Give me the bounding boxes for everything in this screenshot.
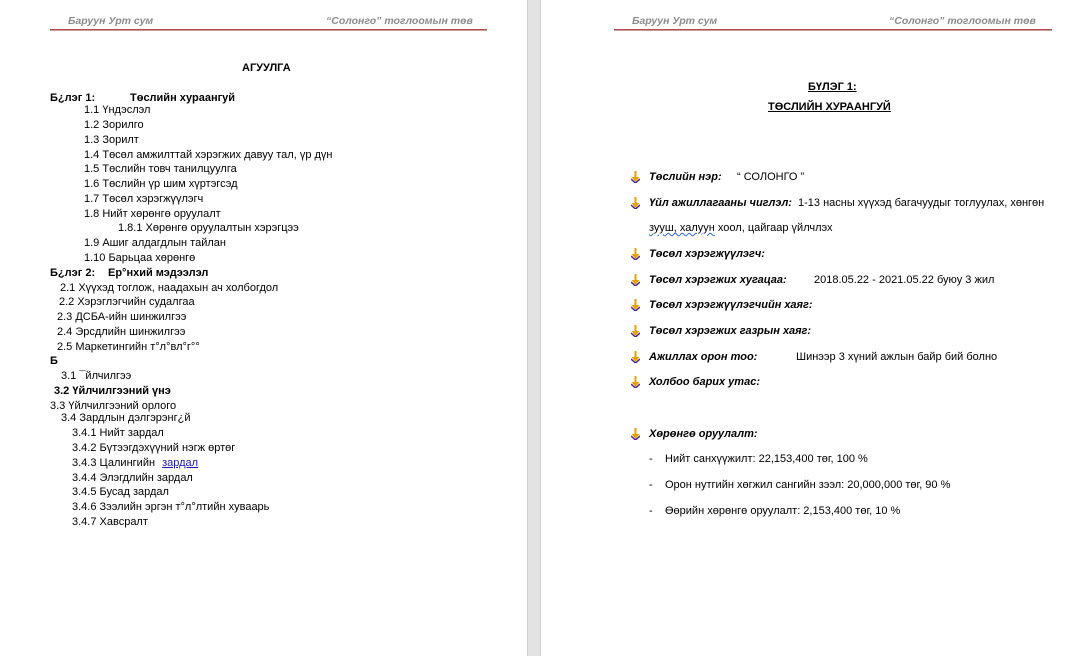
field-label: Төслийн нэр: <box>649 171 722 183</box>
field-value: “ СОЛОНГО ” <box>737 171 805 183</box>
field-label: Төсөл хэрэгжих хугацаа: <box>649 274 787 286</box>
field-value: 2018.05.22 - 2021.05.22 буюу 3 жил <box>814 274 995 286</box>
toc-item[interactable]: 2.2 Хэрэглэгчийн судалгаа <box>59 296 195 308</box>
header-rule <box>614 29 1052 31</box>
dash-bullet: - <box>649 453 653 465</box>
toc-chapter3-label[interactable]: Б <box>50 355 58 367</box>
arrow-bullet-icon <box>631 299 640 311</box>
arrow-bullet-icon <box>631 248 640 260</box>
toc-item[interactable]: 2.1 Хүүхэд тоглож, наадахын ач холбогдол <box>60 282 279 294</box>
arrow-bullet-icon <box>631 325 640 337</box>
arrow-bullet-icon <box>631 351 640 363</box>
header-left-text: Баруун Урт сум <box>632 15 718 27</box>
toc-item[interactable]: 3.4 Зардлын дэлгэрэнг¿й <box>61 412 191 424</box>
header-right-text: “Солонго” тоглоомын төв <box>889 15 1036 27</box>
chapter-title: ТӨСЛИЙН ХУРААНГУЙ <box>768 101 891 113</box>
toc-item[interactable]: 2.4 Эрсдлийн шинжилгээ <box>57 326 186 338</box>
field-label: Ажиллах орон тоо: <box>649 351 758 363</box>
toc-subitem[interactable]: 3.4.2 Бүтээгдэхүүний нэгж өртөг <box>72 442 236 454</box>
arrow-bullet-icon <box>631 274 640 286</box>
arrow-bullet-icon <box>631 428 640 440</box>
toc-item[interactable]: 1.1 Үндэслэл <box>84 104 151 116</box>
field-value: 1-13 насны хүүхэд багачуудыг тоглуулах, хөнгөн <box>798 197 1045 209</box>
field-label: Холбоо барих утас: <box>649 376 760 388</box>
toc-item[interactable]: 3.1 ¯йлчилгээ <box>61 370 132 382</box>
toc-item[interactable]: 1.8 Нийт хөрөнгө оруулалт <box>84 208 221 220</box>
toc-subitem[interactable]: 3.4.1 Нийт зардал <box>72 427 164 439</box>
spellcheck-underlined-text[interactable]: зууш, халуун <box>649 222 715 234</box>
header-rule <box>50 29 487 31</box>
investment-item: Өөрийн хөрөнгө оруулалт: 2,153,400 төг, 10 % <box>665 505 901 517</box>
page-gap <box>527 0 541 656</box>
dash-bullet: - <box>649 505 653 517</box>
toc-item[interactable]: 3.3 Үйлчилгээний орлого <box>50 400 177 412</box>
toc-page <box>0 0 527 656</box>
toc-subitem[interactable]: 3.4.6 Зээлийн эргэн т°л°лтийн хуваарь <box>72 501 270 513</box>
toc-item[interactable]: 1.9 Ашиг алдагдлын тайлан <box>84 237 226 249</box>
toc-subitem[interactable]: 3.4.4 Элэгдлийн зардал <box>72 472 193 484</box>
field-label: Төсөл хэрэгжих газрын хаяг: <box>649 325 812 337</box>
toc-item[interactable]: 1.7 Төсөл хэрэгжүүлэгч <box>84 193 204 205</box>
toc-subitem[interactable]: 3.4.5 Бусад зардал <box>72 486 169 498</box>
toc-item[interactable]: 3.2 Үйлчилгээний үнэ <box>54 385 171 397</box>
toc-item[interactable]: 1.10 Барьцаа хөрөнгө <box>84 252 196 264</box>
chapter-page <box>541 0 1081 656</box>
toc-item[interactable]: 2.5 Маркетингийн т°л°вл°г°° <box>57 341 200 353</box>
toc-chapter1-label[interactable]: Б¿лэг 1: <box>50 92 96 104</box>
toc-item[interactable]: 1.4 Төсөл амжилттай хэрэгжих давуу тал, үр дүн <box>84 149 333 161</box>
arrow-bullet-icon <box>631 171 640 183</box>
toc-subitem-text: 3.4.3 Цалингийн <box>72 457 156 469</box>
investment-label: Хөрөнгө оруулалт: <box>649 428 758 440</box>
toc-subitem[interactable]: 3.4.7 Хавсралт <box>72 516 148 528</box>
field-value: Шинээр 3 хүний ажлын байр бий болно <box>796 351 998 363</box>
investment-item: Нийт санхүүжилт: 22,153,400 төг, 100 % <box>665 453 868 465</box>
dash-bullet: - <box>649 479 653 491</box>
toc-title: АГУУЛГА <box>242 62 291 74</box>
toc-chapter2-label[interactable]: Б¿лэг 2: <box>50 267 96 279</box>
field-value-continued <box>649 221 833 235</box>
toc-chapter2-name[interactable]: Ер°нхий мэдээлэл <box>108 267 209 279</box>
investment-item: Орон нутгийн хөгжил сангийн зээл: 20,000,000 төг, 90 % <box>665 479 951 491</box>
toc-item[interactable]: 1.2 Зорилго <box>84 119 144 131</box>
toc-item[interactable]: 1.6 Төслийн үр шим хүртэгсэд <box>84 178 238 190</box>
toc-item[interactable]: 2.3 ДСБА-ийн шинжилгээ <box>57 311 187 323</box>
arrow-bullet-icon <box>631 197 640 209</box>
toc-subitem[interactable] <box>72 456 198 470</box>
field-value-rest: хоол, цайгаар үйлчлэх <box>714 222 833 234</box>
toc-subitem[interactable]: 1.8.1 Хөрөнгө оруулалтын хэрэгцээ <box>118 222 299 234</box>
toc-item[interactable]: 1.3 Зорилт <box>84 134 139 146</box>
toc-hyperlink[interactable]: зардал <box>162 457 199 469</box>
field-label: Төсөл хэрэгжүүлэгчийн хаяг: <box>649 299 813 311</box>
arrow-bullet-icon <box>631 376 640 388</box>
chapter-number: БҮЛЭГ 1: <box>808 81 857 93</box>
header-right-text: “Солонго” тоглоомын төв <box>326 15 473 27</box>
toc-chapter1-name[interactable]: Төслийн хураангуй <box>130 92 236 104</box>
header-left-text: Баруун Урт сум <box>68 15 154 27</box>
toc-item[interactable]: 1.5 Төслийн товч танилцуулга <box>84 163 237 175</box>
field-label: Үйл ажиллагааны чиглэл: <box>649 197 792 209</box>
field-label: Төсөл хэрэгжүүлэгч: <box>649 248 765 260</box>
